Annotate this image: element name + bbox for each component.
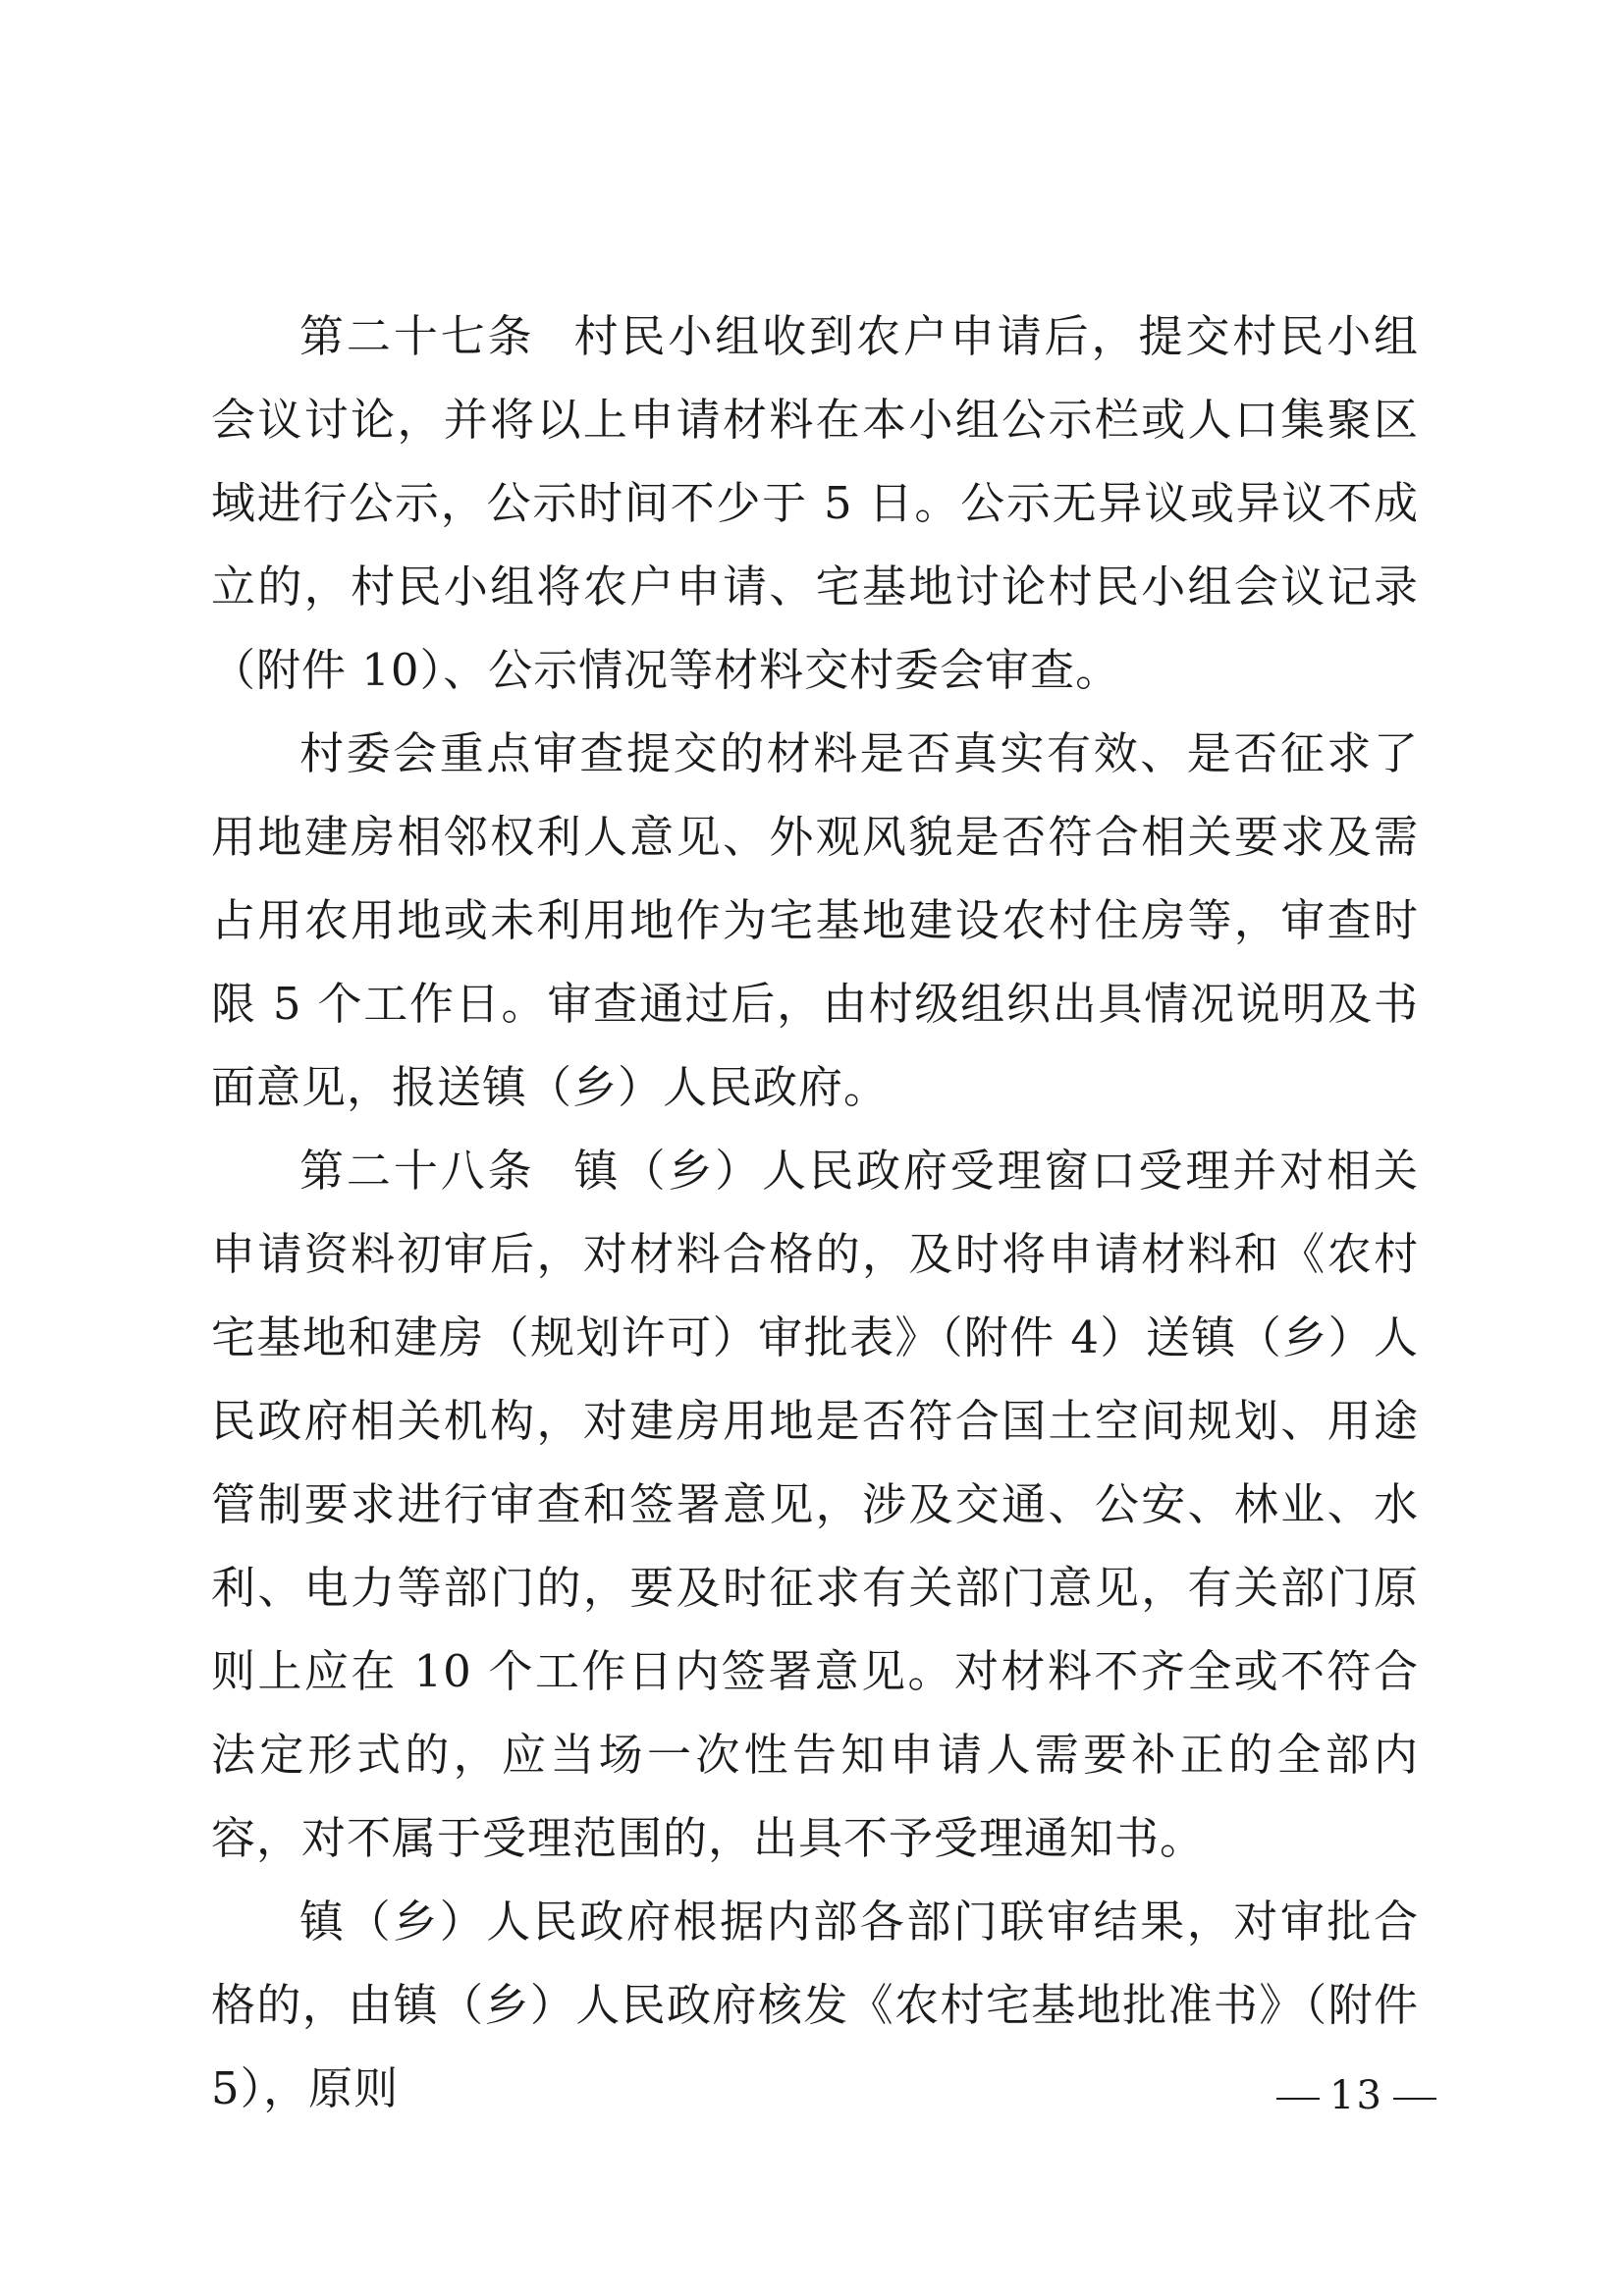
document-body bbox=[211, 294, 1419, 2130]
paragraph-village-committee-review bbox=[211, 712, 1419, 1129]
article-number: 第二十八条 bbox=[299, 1145, 535, 1197]
page-number-footer bbox=[1267, 2066, 1446, 2125]
dash-right bbox=[1393, 2098, 1436, 2100]
paragraph-text: 村委会重点审查提交的材料是否真实有效、是否征求了用地建房相邻权利人意见、外观风貌是否符合相关要求及需占用农用地或未利用地作为宅基地建设农村住房等，审查时限 5 个工作日。审查通过后，由村级组织出具情况说明及书面意见，报送镇（乡）人民政府。 bbox=[211, 727, 1419, 1113]
paragraph-text: 镇（乡）人民政府受理窗口受理并对相关申请资料初审后，对材料合格的，及时将申请材料和《农村宅基地和建房（规划许可）审批表》（附件 4）送镇（乡）人民政府相关机构，对建房用地是否符合国土空间规划、用途管制要求进行审查和签署意见，涉及交通、公安、林业、水利、电力等部门的，要及时征求有关部门意见，有关部门原则上应在 10 个工作日内签署意见。对材料不齐全或不符合法定形式的，应当场一次性告知申请人需要补正的全部内容，对不属于受理范围的，出具不予受理通知书。 bbox=[211, 1145, 1419, 1864]
paragraph-township-approval bbox=[211, 1880, 1419, 2130]
paragraph-text: 镇（乡）人民政府根据内部各部门联审结果，对审批合格的，由镇（乡）人民政府核发《农村宅基地批准书》（附件 5），原则 bbox=[211, 1896, 1419, 2114]
article-number: 第二十七条 bbox=[299, 310, 535, 362]
paragraph-text: 村民小组收到农户申请后，提交村民小组会议讨论，并将以上申请材料在本小组公示栏或人口集聚区域进行公示，公示时间不少于 5 日。公示无异议或异议不成立的，村民小组将农户申请、宅基地讨论村民小组会议记录（附件 10）、公示情况等材料交村委会审查。 bbox=[211, 310, 1419, 696]
dash-left bbox=[1276, 2098, 1320, 2100]
page-number: 13 bbox=[1329, 2073, 1383, 2118]
paragraph-article-28 bbox=[211, 1129, 1419, 1880]
paragraph-article-27 bbox=[211, 294, 1419, 712]
